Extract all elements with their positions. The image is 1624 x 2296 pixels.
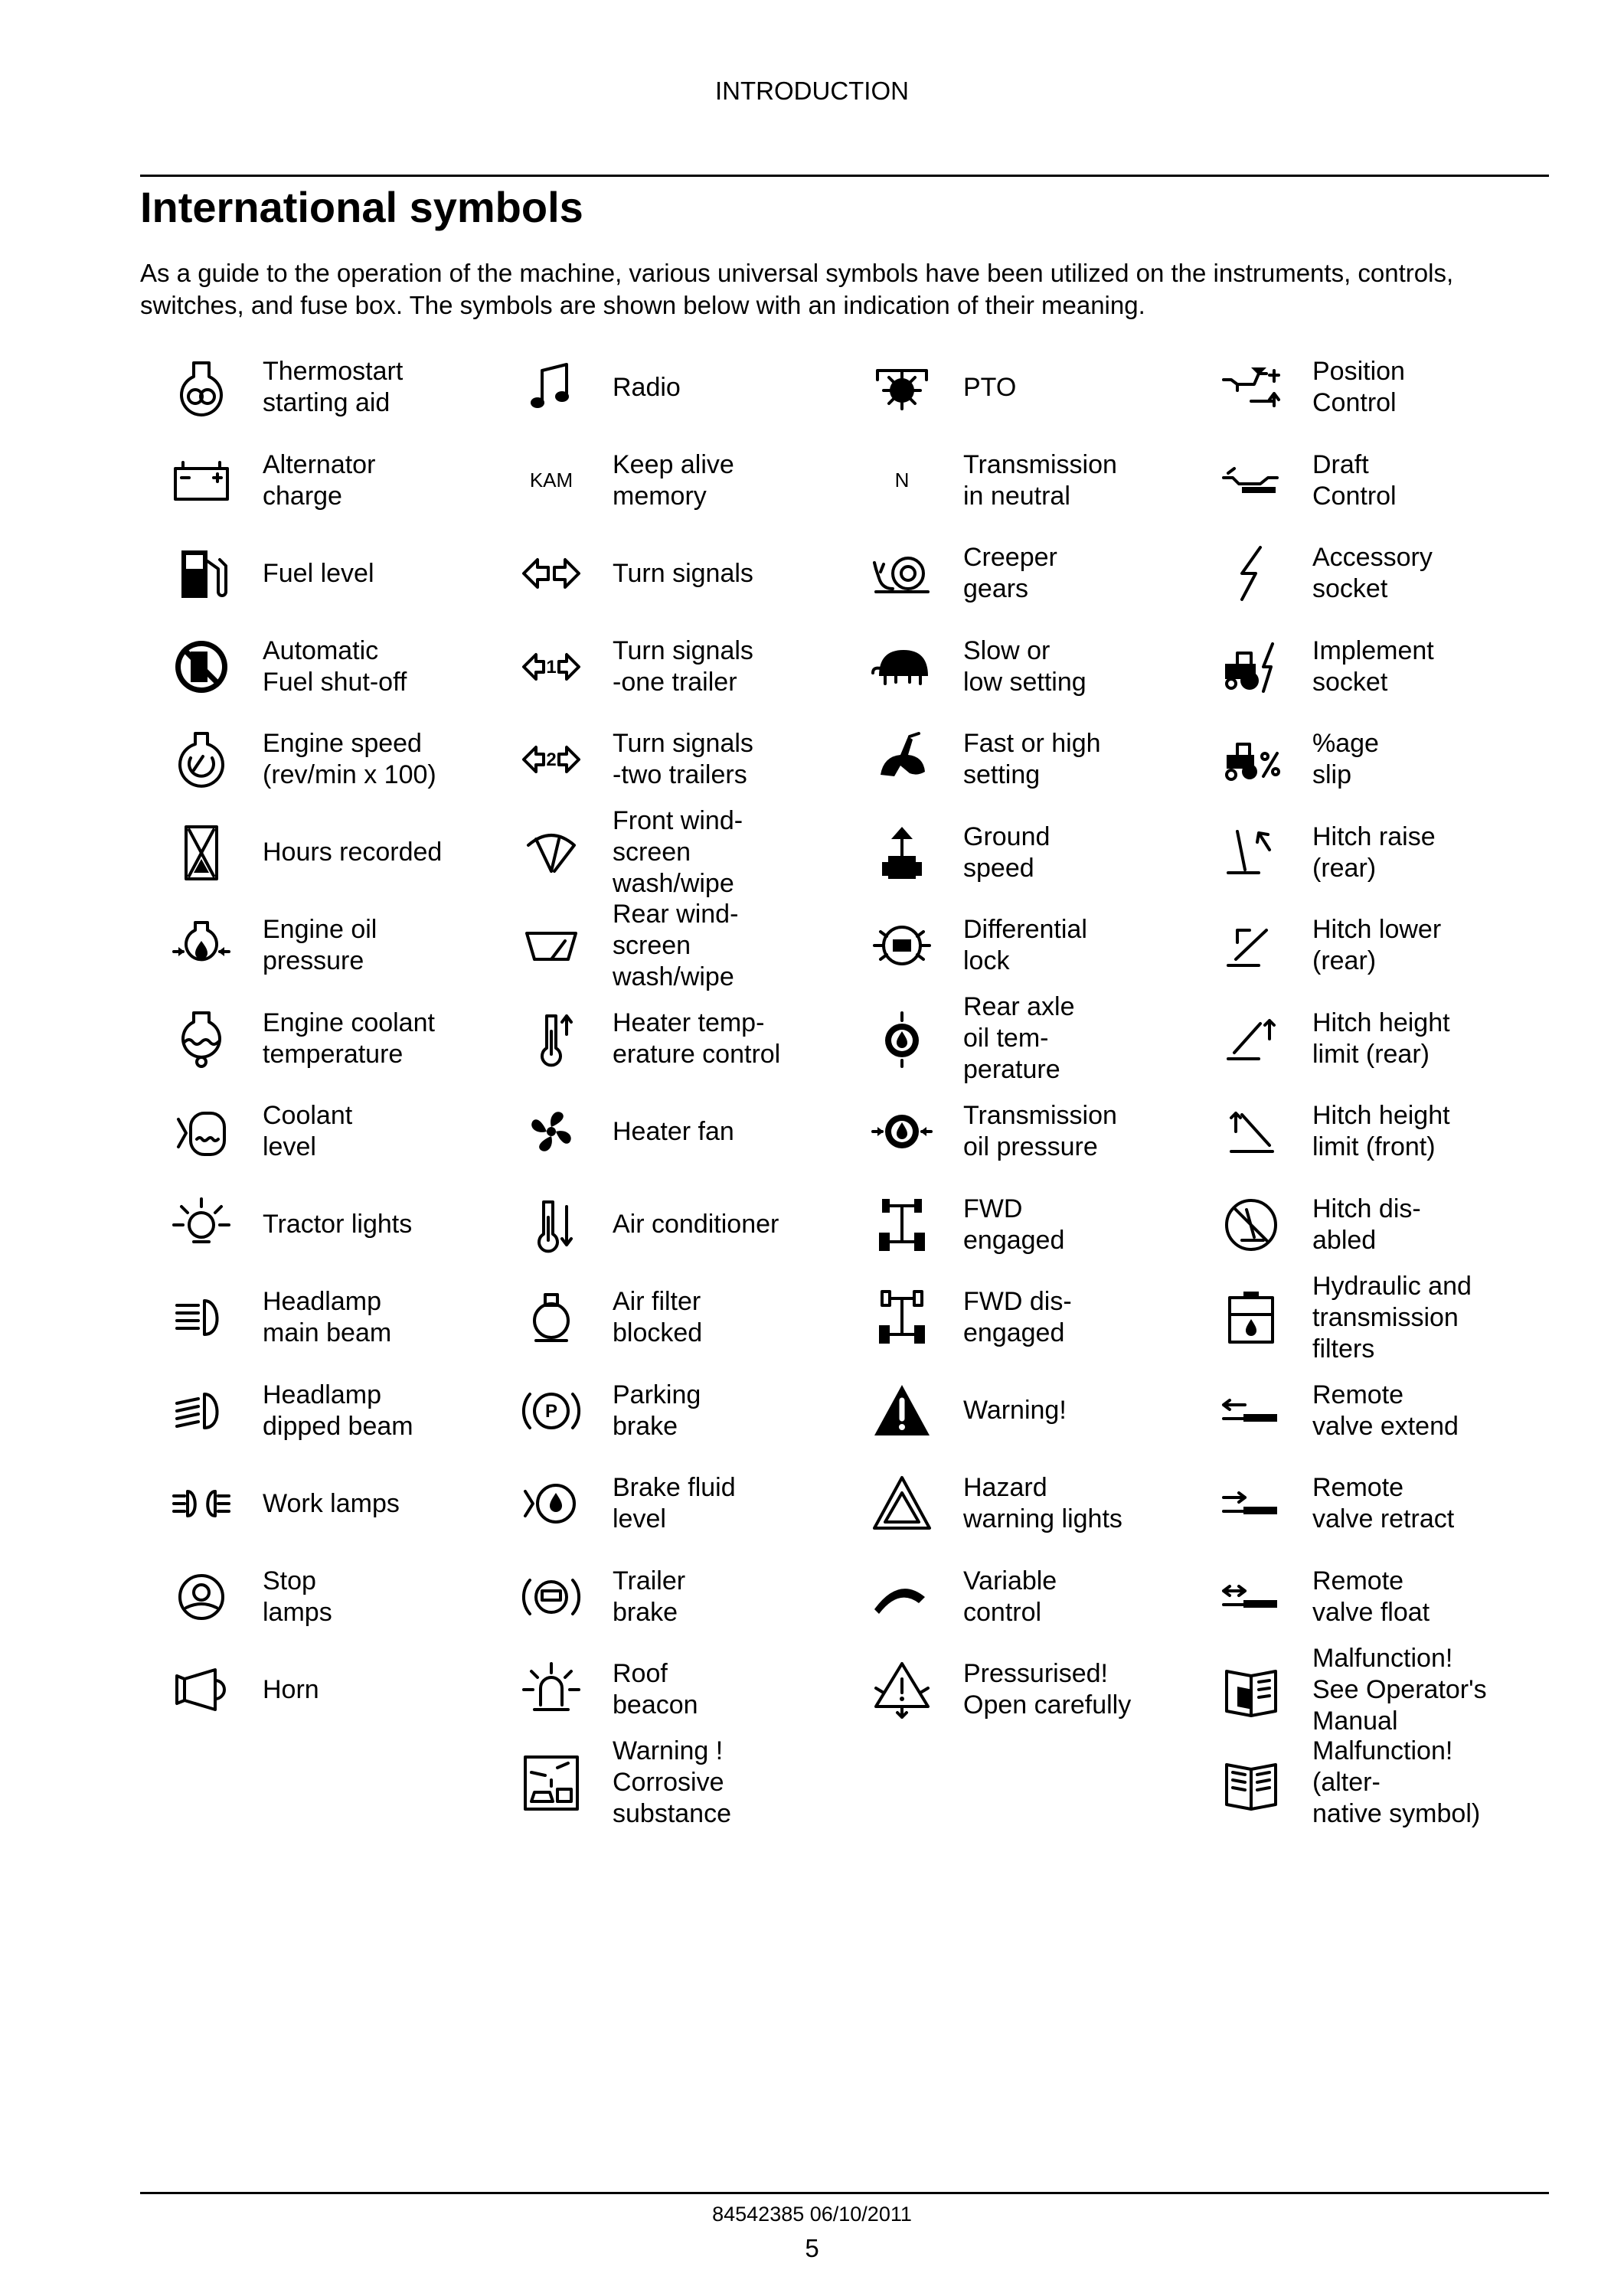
music-note-icon [490,341,613,433]
thermostart-icon [140,341,263,433]
hitch-raise-icon [1190,807,1312,899]
fwd-engaged-icon [841,1179,963,1271]
symbol-label: Engine coolant temperature [263,1008,435,1069]
light-bulb-icon [140,1179,263,1271]
symbol-label: Keep alive memory [613,449,734,511]
symbol-label: PTO [963,372,1017,402]
symbol-label: Tractor lights [263,1210,413,1239]
symbol-label: Implement socket [1312,635,1434,697]
valve-float-icon [1190,1551,1312,1643]
page-title: International symbols [140,183,583,231]
variable-control-icon [841,1551,963,1643]
symbol-label: Coolant level [263,1101,353,1161]
symbol-label: Parking brake [613,1380,701,1441]
symbol-label: %age slip [1312,729,1379,789]
ground-speed-icon [841,807,963,899]
work-lamps-icon [140,1458,263,1550]
parking-brake-icon [490,1365,613,1457]
symbol-label: Slow or low setting [963,635,1086,697]
symbol-label: Creeper gears [963,543,1057,603]
turn-signals-two-icon [490,714,613,805]
air-conditioner-icon [490,1179,613,1271]
dipped-beam-icon [140,1365,263,1457]
symbol-label: Transmission in neutral [963,449,1117,511]
symbol-label: Heater temp- erature control [613,1008,781,1069]
symbol-label: Hitch dis- abled [1312,1194,1421,1255]
rear-wiper-icon [490,900,613,991]
hitch-limit-rear-icon [1190,993,1312,1085]
symbol-label: FWD engaged [963,1194,1065,1255]
horn-icon [140,1644,263,1736]
symbol-label: Differential lock [963,915,1087,975]
symbol-label: Fuel level [263,558,374,588]
turn-signals-icon [490,527,613,619]
book-icon [1190,1737,1312,1829]
symbol-label: Accessory socket [1312,543,1433,603]
symbol-label: Remote valve float [1312,1566,1430,1627]
symbol-label: Hitch height limit (rear) [1312,1008,1450,1069]
symbol-label: Remote valve extend [1312,1380,1459,1441]
symbol-label: Rear axle oil tem- perature [963,992,1075,1084]
symbol-label: Radio [613,372,681,402]
symbol-label: Ground speed [963,821,1051,883]
page-number: 5 [805,2234,819,2262]
fwd-disengaged-icon [841,1272,963,1364]
symbol-label: Draft Control [1312,449,1397,511]
hitch-disabled-icon [1190,1179,1312,1271]
hare-icon [841,714,963,805]
svg-text:2: 2 [546,750,557,770]
symbol-label: Front wind- screen wash/wipe [613,806,743,898]
implement-socket-icon [1190,621,1312,713]
symbol-label: Turn signals [613,558,753,588]
intro-paragraph: As a guide to the operation of the machine, various universal symbols have been utilized on the instruments, controls, switches, and fuse box. The symbols are shown below with an indication of their meaning. [140,259,1454,319]
symbol-label: Warning ! Corrosive substance [613,1736,731,1828]
symbol-label: Hitch raise (rear) [1312,821,1436,883]
oil-pressure-icon [140,900,263,991]
symbol-label: Trailer brake [613,1566,686,1627]
symbol-label: Engine speed (rev/min x 100) [263,729,436,789]
hourglass-icon [140,807,263,899]
pressurised-icon [841,1644,963,1736]
symbol-text: N [894,469,910,492]
symbol-label: Malfunction! (alter- native symbol) [1312,1736,1481,1828]
running-header: INTRODUCTION [715,77,909,105]
coolant-temp-icon [140,993,263,1085]
footer-rule [140,2192,1549,2194]
tortoise-icon [841,621,963,713]
pto-icon [841,341,963,433]
symbol-label: Engine oil pressure [263,915,377,975]
hitch-limit-front-icon [1190,1086,1312,1177]
valve-retract-icon [1190,1458,1312,1550]
symbol-label: Headlamp dipped beam [263,1380,413,1441]
diff-lock-icon [841,900,963,991]
svg-text:P: P [544,1400,558,1422]
fuel-shutoff-icon [140,621,263,713]
engine-speed-icon [140,714,263,805]
symbol-label: Air conditioner [613,1210,779,1239]
hitch-lower-icon [1190,900,1312,991]
fan-icon [490,1086,613,1177]
symbol-text: KAM [529,469,573,492]
snail-icon [841,527,963,619]
lightning-icon [1190,527,1312,619]
brake-fluid-icon [490,1458,613,1550]
symbol-label: Heater fan [613,1116,734,1146]
thermometer-icon [490,993,613,1085]
symbol-label: Hitch lower (rear) [1312,915,1442,975]
symbol-label: Warning! [963,1396,1067,1425]
battery-icon [140,435,263,527]
symbol-label: Work lamps [263,1488,400,1518]
trans-pressure-icon [841,1086,963,1177]
symbol-label: Air filter blocked [613,1287,703,1347]
symbol-label: Thermostart starting aid [263,357,404,417]
symbol-label: Transmission oil pressure [963,1101,1117,1161]
symbol-label: Turn signals -one trailer [613,635,753,697]
draft-control-icon [1190,435,1312,527]
symbol-label: Hitch height limit (front) [1312,1101,1450,1161]
position-control-icon [1190,341,1312,433]
symbol-label: Automatic Fuel shut-off [263,635,407,697]
front-wiper-icon [490,807,613,899]
beacon-icon [490,1644,613,1736]
symbol-label: Position Control [1312,357,1405,417]
symbol-label: Hazard warning lights [963,1473,1122,1533]
hazard-icon [841,1458,963,1550]
symbol-label: FWD dis- engaged [963,1287,1072,1347]
symbol-label: Horn [263,1674,319,1704]
symbol-label: Rear wind- screen wash/wipe [613,899,739,991]
slip-icon [1190,714,1312,805]
symbol-label: Fast or high setting [963,729,1101,789]
symbol-label: Headlamp main beam [263,1287,392,1347]
symbol-label: Variable control [963,1566,1057,1627]
document-reference: 84542385 06/10/2011 [712,2203,912,2226]
turn-signals-one-icon [490,621,613,713]
symbol-label: Hydraulic and transmission filters [1312,1271,1472,1364]
trailer-brake-icon [490,1551,613,1643]
corrosive-icon [490,1737,613,1829]
header-rule [140,175,1549,177]
symbol-label: Alternator charge [263,449,376,511]
kam-icon [490,435,613,527]
warning-icon [841,1365,963,1457]
symbol-label: Remote valve retract [1312,1473,1455,1533]
symbol-label: Hours recorded [263,838,443,867]
main-beam-icon [140,1272,263,1364]
valve-extend-icon [1190,1365,1312,1457]
hydraulic-filter-icon [1190,1272,1312,1364]
symbol-label: Brake fluid level [613,1473,736,1533]
symbol-label: Stop lamps [263,1566,332,1627]
neutral-icon [841,435,963,527]
symbol-label: Turn signals -two trailers [613,729,753,789]
air-filter-icon [490,1272,613,1364]
symbol-label: Roof beacon [613,1659,698,1720]
coolant-level-icon [140,1086,263,1177]
svg-text:1: 1 [546,656,557,678]
stop-lamps-icon [140,1551,263,1643]
fuel-pump-icon [140,527,263,619]
symbol-label: Malfunction! See Operator's Manual [1312,1643,1487,1736]
axle-temp-icon [841,993,963,1085]
manual-icon [1190,1644,1312,1736]
symbol-label: Pressurised! Open carefully [963,1659,1132,1720]
